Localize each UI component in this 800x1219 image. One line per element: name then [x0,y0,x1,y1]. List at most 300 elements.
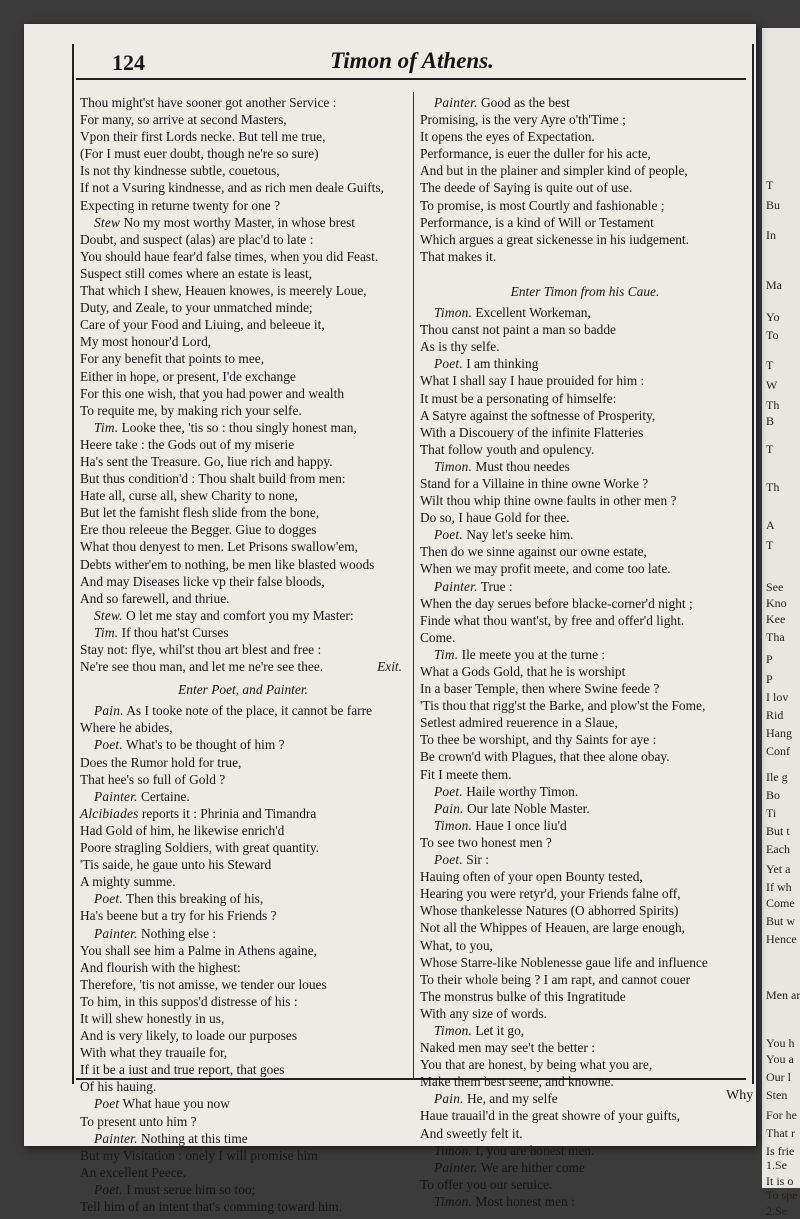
verse-line [420,526,750,543]
line-text: Promising, is the very Ayre o'th'Time ; [420,112,626,128]
next-page-fragment: T [766,358,774,372]
speaker-prefix: Tim. [94,419,119,435]
line-text: When the day serues before blacke-corner'd night ; [420,595,693,611]
verse-line [80,805,406,822]
verse-line [420,128,750,145]
verse-line [420,1090,750,1107]
verse-line [80,1027,406,1044]
next-page-fragment: To spe [766,1188,798,1202]
speaker-prefix: Timon. [434,305,473,321]
next-page-fragment: A [766,518,775,532]
next-page-fragment: P [766,672,773,686]
line-text: For any benefit that points to mee, [80,351,265,367]
verse-line [80,822,406,839]
speaker-prefix: Poet. [434,783,463,799]
line-text: But let the famisht flesh slide from the bone, [80,505,320,521]
verse-line [420,1125,750,1142]
line-text: Ha's beene but a try for his Friends ? [80,908,277,924]
verse-line [420,492,750,509]
verse-line [420,197,750,214]
catchword: Why [726,1088,754,1103]
speaker-prefix: Poet. [434,852,463,868]
line-text: Where he abides, [80,720,173,736]
verse-line [80,641,406,658]
line-text: reports it : Phrinia and Timandra [141,805,317,821]
verse-line [420,1193,750,1210]
next-page-fragment: Yet a [766,862,791,876]
next-page-fragment: Th [766,480,780,494]
line-text: Ile meete you at the turne : [461,646,606,662]
line-text: And sweetly felt it. [420,1125,523,1141]
line-text: Be crown'd with Plagues, that thee alone obay. [420,749,670,765]
line-text: Make them best seene, and knowne. [420,1074,614,1090]
verse-line [420,145,750,162]
line-text: Is not thy kindnesse subtle, couetous, [80,163,280,179]
verse-line [80,197,406,214]
verse-line [420,231,750,248]
next-page-fragment: Hence [766,932,797,946]
line-text: Therefore, 'tis not amisse, we tender our loues [80,976,327,992]
verse-line [80,607,406,624]
line-text: Do so, I haue Gold for thee. [420,510,570,526]
verse-line [80,1010,406,1027]
next-page-fragment: I lov [766,690,789,704]
line-text: O let me stay and comfort you my Master: [126,607,354,623]
speaker-prefix: Painter. [434,95,478,110]
next-page-fragment: Our l [766,1070,791,1084]
line-text: Heere take : the Gods out of my miserie [80,436,295,452]
verse-line [420,766,750,783]
next-page-fragment: Come [766,896,795,910]
next-page-fragment: T [766,442,774,456]
line-text: Haile worthy Timon. [466,783,579,799]
line-text: To offer you our seruice. [420,1176,553,1192]
verse-line [80,248,406,265]
line-text: Must thou needes [475,458,570,474]
line-text: Which argues a great sickenesse in his iudgement. [420,231,689,247]
line-text: Haue I once liu'd [475,817,567,833]
line-text: I am thinking [466,356,539,372]
verse-line [420,748,750,765]
line-text: An excellent Peece. [80,1164,186,1180]
next-page-fragment: T [766,538,774,552]
next-page-fragment: B [766,414,775,428]
line-text: Stand for a Villaine in thine owne Worke ? [420,475,649,491]
line-text: Thou canst not paint a man so badde [420,322,616,338]
verse-line [420,441,750,458]
verse-line [80,907,406,924]
verse-line [80,942,406,959]
speaker-prefix: Timon. [434,458,473,474]
verse-line [80,788,406,805]
line-text: A Satyre against the softnesse of Prosperity, [420,407,656,423]
line-text: Stay not: flye, whil'st thou art blest and free : [80,642,322,657]
line-text: Hauing often of your open Bounty tested, [420,869,643,885]
line-text: When we may profit meete, and come too late. [420,561,671,577]
line-text: Most honest men : [475,1193,575,1209]
line-text: To present unto him ? [80,1113,197,1129]
left-column [80,94,406,1215]
verse-line [420,885,750,902]
verse-line [80,1164,406,1181]
line-text: With a Discouery of the infinite Flatteries [420,424,644,440]
verse-line [420,179,750,196]
verse-line [80,538,406,555]
line-text: Doubt, and suspect (alas) are plac'd to late : [80,231,314,247]
speaker-prefix: Timon. [434,1193,473,1209]
exit-direction: Exit. [377,659,402,675]
verse-line [80,736,406,753]
verse-line [80,521,406,538]
next-page-fragment: Each [766,842,790,856]
line-text: Debts wither'em to nothing, be men like blasted woods [80,556,375,572]
line-text: It opens the eyes of Expectation. [420,129,595,145]
verse-line [80,162,406,179]
line-text: Does the Rumor hold for true, [80,754,242,770]
verse-line [420,372,750,389]
line-text: What I shall say I haue prouided for him : [420,373,645,389]
verse-line [420,424,750,441]
next-page-fragment: See [766,580,784,594]
line-text: For this one wish, that you had power and wealth [80,385,345,401]
frame-right-rule [752,44,754,1084]
next-page-fragment: Men ar [766,988,800,1002]
page-header [82,46,742,76]
speaker-prefix: Tim. [434,646,459,662]
verse-line [80,719,406,736]
verse-line [420,1159,750,1176]
speaker-prefix: Timon. [434,1022,473,1038]
verse-line [80,976,406,993]
line-text: Whose Starre-like Noblenesse gaue life and influence [420,954,708,970]
verse-line [420,646,750,663]
line-text: What, to you, [420,937,493,953]
speaker-prefix: Painter. [434,578,478,594]
next-page-fragment: Hang [766,726,792,740]
verse-line [80,856,406,873]
speaker-prefix: Painter. [94,1130,138,1146]
verse-line [80,1044,406,1061]
verse-line [420,509,750,526]
speaker-prefix: Pain. [94,703,124,719]
speaker-prefix: Tim. [94,624,119,640]
verse-line [80,624,406,641]
next-page-fragment: Is frie [766,1144,795,1158]
line-text: That which I shew, Heauen knowes, is meerely Loue, [80,283,367,299]
line-text: Vpon their first Lords necke. But tell me true, [80,129,326,145]
speaker-prefix: Stew [94,214,121,230]
speaker-prefix: Poet. [94,737,123,753]
line-text: To requite me, by making rich your selfe. [80,402,302,418]
line-text: As is thy selfe. [420,339,500,355]
verse-line [420,475,750,492]
verse-line [80,556,406,573]
line-text: Nay let's seeke him. [466,527,574,543]
next-page-fragment: But t [766,824,790,838]
verse-line [80,350,406,367]
verse-line [420,834,750,851]
verse-line [420,560,750,577]
line-text: Duty, and Zeale, to your unmatched minde; [80,300,313,316]
line-text: In a baser Temple, then where Swine feede ? [420,681,660,697]
verse-line [420,612,750,629]
speaker-prefix: Timon. [434,817,473,833]
verse-line [420,543,750,560]
line-text: Tell him of an intent that's comming toward him. [80,1199,343,1214]
verse-line [80,702,406,719]
next-page-fragment: Rid [766,708,784,722]
verse-line [80,402,406,419]
line-text: You shall see him a Palme in Athens againe, [80,942,318,958]
line-text: Either in hope, or present, I'de exchange [80,368,296,384]
line-text: Care of your Food and Liuing, and beleeue it, [80,317,325,333]
line-text: To see two honest men ? [420,834,552,850]
line-text: Sir : [466,852,489,868]
verse-line [420,248,750,265]
verse-line [80,453,406,470]
verse-line [80,590,406,607]
verse-line [80,231,406,248]
line-text: No my most worthy Master, in whose brest [123,214,355,230]
verse-line [420,851,750,868]
verse-line [80,1147,406,1164]
line-text: Nothing else : [141,925,217,941]
next-page-fragment: But w [766,914,796,928]
verse-line [80,839,406,856]
next-page-fragment: Kno [766,596,787,610]
next-page-fragment: That r [766,1126,795,1140]
verse-line [80,470,406,487]
stage-direction: Enter Poet, and Painter. [178,682,308,698]
line-text: You that are honest, by being what you are, [420,1057,653,1073]
speaker-prefix: Poet. [94,891,123,907]
verse-line [420,697,750,714]
verse-line [420,680,750,697]
line-text: And flourish with the highest: [80,959,241,975]
line-text: That makes it. [420,248,497,264]
verse-line [80,316,406,333]
line-text: And may Diseases licke vp their false bloods, [80,573,325,589]
verse-line [420,971,750,988]
verse-line [80,214,406,231]
verse-line [80,368,406,385]
verse-line [80,1181,406,1198]
line-text: For many, so arrive at second Masters, [80,112,287,128]
verse-line [80,1198,406,1215]
speaker-prefix: Poet. [94,1181,123,1197]
line-text: You should haue fear'd false times, when you did Feast. [80,248,379,264]
header-rule [76,78,746,80]
verse-line [80,282,406,299]
line-text: Excellent Workeman, [475,305,591,321]
line-text: Performance, is euer the duller for his acte, [420,146,651,162]
line-text: It must be a personating of himselfe: [420,390,617,406]
speaker-prefix: Timon. [434,1142,473,1158]
line-text: Our late Noble Master. [467,800,590,816]
next-page-fragment: Ti [766,806,777,820]
frame-left-rule [72,44,74,1084]
verse-line [80,1113,406,1130]
verse-line [80,111,406,128]
next-page-fragment: 2.Se [766,1204,787,1218]
line-text: If not a Vsuring kindnesse, and as rich men deale Guifts, [80,180,384,196]
line-text: What thou denyest to men. Let Prisons swallow'em, [80,539,358,555]
line-text: With what they trauaile for, [80,1045,228,1061]
speaker-prefix: Stew. [94,607,123,623]
line-text: What haue you now [122,1096,230,1112]
line-text: Performance, is a kind of Will or Testament [420,214,654,230]
verse-line [80,385,406,402]
line-text: Suspect still comes where an estate is least, [80,265,313,281]
speaker-prefix: Painter. [94,788,138,804]
line-text: Let it go, [475,1022,525,1038]
next-page-fragment: In [766,228,776,242]
verse-line [420,338,750,355]
verse-line [80,504,406,521]
verse-line [420,162,750,179]
verse-line [80,436,406,453]
verse-line [420,731,750,748]
line-text: And so farewell, and thriue. [80,590,230,606]
speaker-prefix: Poet. [434,527,463,543]
verse-line [420,817,750,834]
verse-line [420,304,750,321]
next-page-fragment: You h [766,1036,795,1050]
line-text: Ne're see thou man, and let me ne're see thee. [80,659,324,675]
line-text: Wilt thou whip thine owne faults in other men ? [420,493,677,509]
line-text: As I tooke note of the place, it cannot be farre [126,703,373,719]
speaker-prefix: Painter. [434,1159,478,1175]
verse-line [80,419,406,436]
verse-line [420,937,750,954]
line-text: I must serue him so too; [126,1181,256,1197]
next-page-fragment: W [766,378,778,392]
speaker-prefix: Painter. [94,925,138,941]
verse-line [420,1142,750,1159]
verse-line [80,993,406,1010]
line-text: What's to be thought of him ? [126,737,285,753]
verse-line [80,94,406,111]
next-page-fragment: P [766,652,773,666]
speaker-prefix: Pain. [434,800,464,816]
line-text: Haue trauail'd in the great showre of your guifts, [420,1108,681,1124]
verse-line [420,714,750,731]
line-text: The monstrus bulke of this Ingratitude [420,988,626,1004]
line-text: 'Tis thou that rigg'st the Barke, and plow'st the Fome, [420,698,706,714]
line-text: True : [480,578,513,594]
line-text: With any size of words. [420,1005,548,1021]
verse-line [420,94,750,111]
column-divider [413,92,414,1078]
line-text: My most honour'd Lord, [80,334,212,350]
line-text: Come. [420,629,456,645]
line-text: That hee's so full of Gold ? [80,771,226,787]
next-page-fragment: For he [766,1108,797,1122]
line-text: But thus condition'd : Thou shalt build from men: [80,471,346,487]
verse-line [420,321,750,338]
line-text: Looke thee, 'tis so : thou singly honest man, [121,419,357,435]
next-page-fragment: To [766,328,779,342]
verse-line [420,800,750,817]
speaker-prefix: Pain. [434,1091,464,1107]
verse-line [420,1107,750,1124]
verse-line [80,145,406,162]
verse-line [420,902,750,919]
verse-line [80,1095,406,1112]
line-text: To him, in this suppos'd distresse of his : [80,993,298,1009]
verse-line [420,954,750,971]
next-page-fragment: Sten [766,1088,788,1102]
line-text: To promise, is most Courtly and fashionable ; [420,197,665,213]
verse-line [420,355,750,372]
line-text: What a Gods Gold, that he is worshipt [420,664,626,679]
verse-line [80,873,406,890]
line-text: Not all the Whippes of Heauen, are large enough, [420,920,685,936]
verse-line [420,868,750,885]
line-text: Nothing at this time [141,1130,248,1146]
verse-line [80,754,406,771]
line-text: Ha's sent the Treasure. Go, liue rich and happy. [80,453,333,469]
line-text: Hearing you were retyr'd, your Friends falne off, [420,886,681,902]
next-page-fragment: If wh [766,880,792,894]
verse-line [420,988,750,1005]
verse-line [80,771,406,788]
speaker-prefix: Poet. [434,356,463,372]
verse-line [420,595,750,612]
line-text: Had Gold of him, he likewise enrich'd [80,822,285,838]
page-number: 124 [112,50,145,75]
line-text: That follow youth and opulency. [420,441,595,457]
speaker-prefix: Poet [94,1096,120,1112]
next-page-fragment: Ma [766,278,782,292]
verse-line [420,407,750,424]
verse-line [420,458,750,475]
verse-line [80,128,406,145]
verse-line [80,658,406,675]
next-page-fragment: Th [766,398,780,412]
line-text: Poore stragling Soldiers, with great quantity. [80,840,320,856]
verse-line [420,214,750,231]
line-text: Expecting in returne twenty for one ? [80,197,281,213]
speaker-prefix: Alcibiades [80,805,139,821]
line-text: A mighty summe. [80,874,176,890]
verse-line [80,1061,406,1078]
next-page-fragment: Bu [766,198,781,212]
line-text: Setlest admired reuerence in a Slaue, [420,715,618,731]
verse-line [420,1022,750,1039]
line-text: (For I must euer doubt, though ne're so sure) [80,146,319,162]
verse-line [80,1130,406,1147]
line-text: We are hither come [480,1159,585,1175]
verse-line [420,1005,750,1022]
next-page-fragment: Bo [766,788,781,802]
verse-line [420,783,750,800]
line-text: Fit I meete them. [420,766,512,782]
verse-line [80,333,406,350]
next-page-fragment: Yo [766,310,780,324]
line-text: Ere thou releeue the Begger. Giue to dogges [80,522,317,538]
next-page-fragment: 1.Se [766,1158,787,1172]
next-page-fragment: You a [766,1052,794,1066]
running-title: Timon of Athens. [330,48,494,73]
verse-line [420,1039,750,1056]
next-page-fragment: Conf [766,744,790,758]
line-text: Good as the best [481,95,570,110]
stage-direction: Enter Timon from his Caue. [510,283,660,299]
line-text: 'Tis saide, he gaue unto his Steward [80,857,272,873]
line-text: But my Visitation : onely I will promise him [80,1147,318,1163]
line-text: Naked men may see't the better : [420,1040,595,1056]
